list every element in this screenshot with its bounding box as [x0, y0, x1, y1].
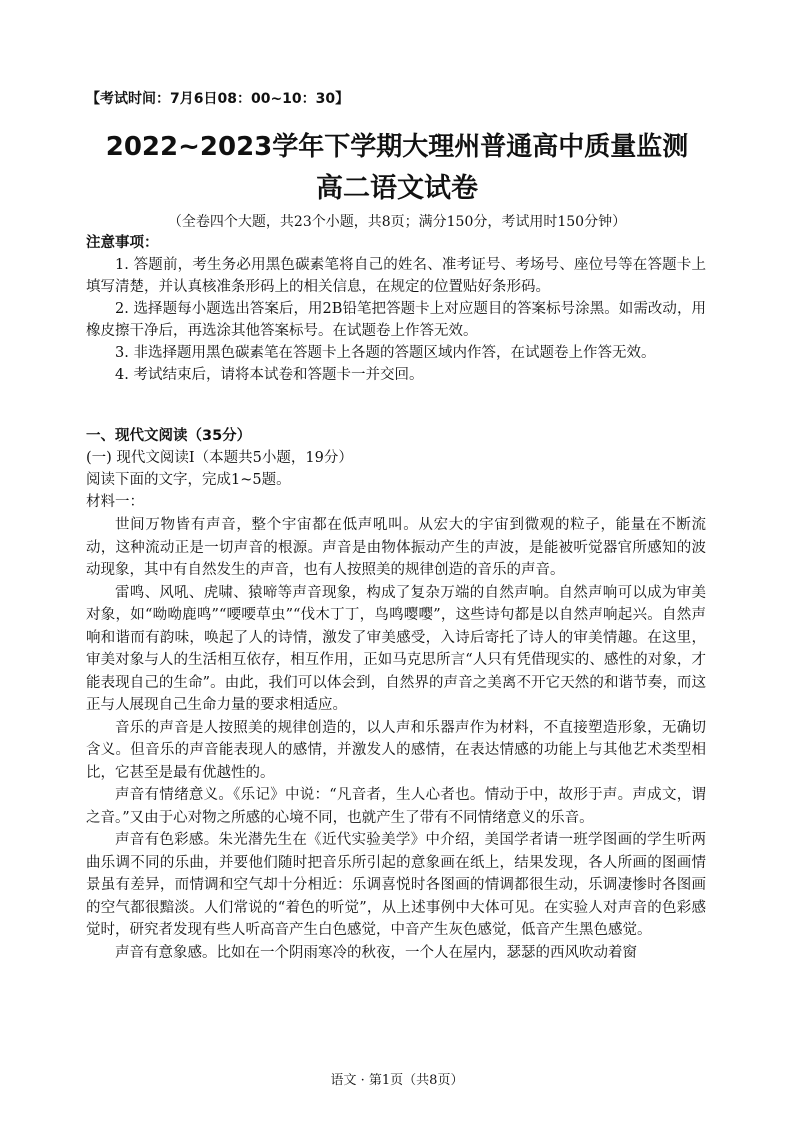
note-item: 4. 考试结束后，请将本试卷和答题卡一并交回。 [115, 367, 424, 383]
note-item: 1. 答题前，考生务必用黑色碳素笔将自己的姓名、准考证号、考场号、座位号等在答题卡上填写清楚，并认真核准条形码上的相关信息，在规定的位置贴好条形码。 [86, 257, 706, 295]
passage-paragraph: 雷鸣、风吼、虎啸、猿啼等声音现象，构成了复杂万端的自然声响。自然声响可以成为审美对象，如“呦呦鹿鸣”“喓喓草虫”“伐木丁丁，鸟鸣嘤嘤”，这些诗句都是以自然声响起兴。自然声响和谐而有韵味，唤起了人的诗情，激发了审美感受，入诗后寄托了诗人的审美情趣。在这里，审美对象与人的生活相互依存，相互作用，正如马克思所言“人只有凭借现实的、感性的对象，才能表现自己的生命”。由此，我们可以体会到，自然界的声音之美离不开它天然的和谐节奏，而这正与人展现自己生命力量的要求相适应。 [86, 584, 706, 713]
exam-summary: （全卷四个大题，共23个小题，共8页；满分150分，考试用时150分钟） [167, 214, 627, 230]
reading-passage [86, 514, 706, 964]
note-item: 3. 非选择题用黑色碳素笔在答题卡上各题的答题区域内作答，在试题卷上作答无效。 [115, 345, 656, 361]
exam-time: 【考试时间：7月6日08：00~10：30】 [86, 91, 350, 107]
page-footer: 语文 · 第1页（共8页） [330, 1073, 464, 1088]
passage-paragraph: 声音有色彩感。朱光潜先生在《近代实验美学》中介绍，美国学者请一班学图画的学生听两曲乐调不同的乐曲，并要他们随时把音乐所引起的意象画在纸上，结果发现，各人所画的图画情景虽有差异，而情调和空气却十分相近：乐调喜悦时各图画的情调都很生动，乐调凄惨时各图画的空气都很黯淡。人们常说的“着色的听觉”，从上述事例中大体可见。在实验人对声音的色彩感觉时，研究者发现有些人听高音产生白色感觉，中音产生灰色感觉，低音产生黑色感觉。 [86, 832, 706, 938]
notes-heading: 注意事项： [86, 235, 159, 251]
notes-list [86, 254, 706, 386]
passage-paragraph: 声音有意象感。比如在一个阴雨寒冷的秋夜，一个人在屋内，瑟瑟的西风吹动着窗 [115, 944, 637, 961]
exam-subject-title: 高二语文试卷 [316, 173, 478, 204]
reading-instruction: 阅读下面的文字，完成1~5题。 [86, 472, 291, 488]
note-item: 2. 选择题每小题选出答案后，用2B铅笔把答题卡上对应题目的答案标号涂黑。如需改动，用橡皮擦干净后，再选涂其他答案标号。在试题卷上作答无效。 [86, 301, 706, 339]
section-heading: 一、现代文阅读（35分） [86, 428, 252, 444]
passage-paragraph: 声音有情绪意义。《乐记》中说：“凡音者，生人心者也。情动于中，故形于声。声成文，谓之音。”又由于心对物之所感的心境不同，也就产生了带有不同情绪意义的乐音。 [86, 787, 706, 826]
passage-paragraph: 音乐的声音是人按照美的规律创造的，以人声和乐器声作为材料，不直接塑造形象，无确切含义。但音乐的声音能表现人的感情，并激发人的感情，在表达情感的功能上与其他艺术类型相比，它甚至是最有优越性的。 [86, 719, 706, 781]
exam-title: 2022~2023学年下学期大理州普通高中质量监测 [105, 132, 689, 162]
passage-paragraph: 世间万物皆有声音，整个宇宙都在低声吼叫。从宏大的宇宙到微观的粒子，能量在不断流动，这种流动正是一切声音的根源。声音是由物体振动产生的声波，是能被听觉器官所感知的波动现象，其中有自然发生的声音，也有人按照美的规律创造的音乐的声音。 [86, 517, 706, 578]
material-label: 材料一： [86, 494, 144, 510]
subsection-heading: (一) 现代文阅读Ⅰ（本题共5小题，19分） [86, 450, 353, 466]
